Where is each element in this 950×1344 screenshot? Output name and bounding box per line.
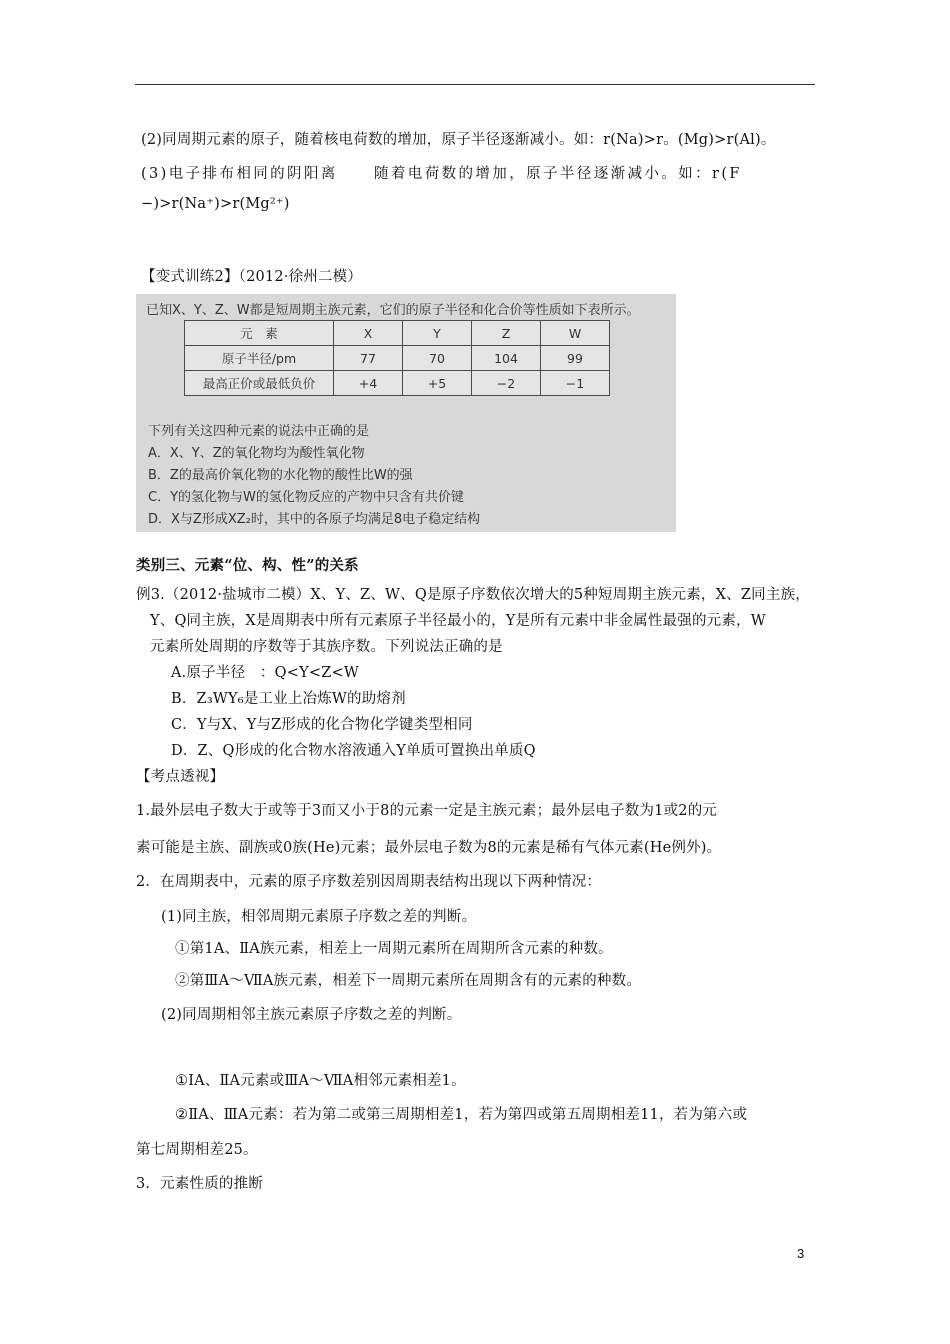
table-header-cell: X xyxy=(334,321,403,346)
text-line: 2．在周期表中，元素的原子序数差别因周期表结构出现以下两种情况： xyxy=(136,874,602,890)
scan-option: D．X与Z形成XZ₂时，其中的各原子均满足8电子稳定结构 xyxy=(148,512,481,527)
text-line: ①ⅠA、ⅡA元素或ⅢA～ⅦA相邻元素相差1。 xyxy=(175,1073,466,1089)
scan-question: 下列有关这四种元素的说法中正确的是 xyxy=(148,424,370,439)
text-line: 例3.（2012·盐城市二模）X、Y、Z、W、Q是原子序数依次增大的5种短周期主族元素，X、Z同主族， xyxy=(136,587,810,603)
text-line: (1)同主族，相邻周期元素原子序数之差的判断。 xyxy=(161,909,477,925)
scanned-question-image xyxy=(136,294,676,532)
table-header-cell: Y xyxy=(403,321,472,346)
scan-option: A．X、Y、Z的氧化物均为酸性氧化物 xyxy=(148,446,365,461)
text-line: (2)同周期元素的原子，随着核电荷数的增加，原子半径逐渐减小。如：r(Na)>r。(Mg)>r(Al)。 xyxy=(141,132,776,148)
table-cell: −2 xyxy=(472,371,541,396)
table-cell: 最高正价或最低负价 xyxy=(185,371,334,396)
text-line: ②第ⅢA～ⅦA族元素，相差下一周期元素所在周期含有的元素的种数。 xyxy=(175,973,642,989)
table-cell: 104 xyxy=(472,346,541,371)
scan-option: C．Y的氢化物与W的氢化物反应的产物中只含有共价键 xyxy=(148,490,464,505)
text-line: 1.最外层电子数大于或等于3而又小于8的元素一定是主族元素；最外层电子数为1或2的元 xyxy=(136,803,718,819)
text-line: 3．元素性质的推断 xyxy=(136,1176,264,1192)
option-d: D．Z、Q形成的化合物水溶液通入Y单质可置换出单质Q xyxy=(171,743,536,759)
table-cell: 70 xyxy=(403,346,472,371)
text-line: 元素所处周期的序数等于其族序数。下列说法正确的是 xyxy=(150,639,503,655)
table-cell: +5 xyxy=(403,371,472,396)
scan-intro: 已知X、Y、Z、W都是短周期主族元素，它们的原子半径和化合价等性质如下表所示。 xyxy=(146,303,640,318)
text-line: 随着电荷数的增加，原子半径逐渐减小。如：r(F xyxy=(374,166,742,182)
text-line: (2)同周期相邻主族元素原子序数之差的判断。 xyxy=(161,1007,462,1023)
section-heading: 【考点透视】 xyxy=(136,769,225,785)
table-cell: 99 xyxy=(541,346,610,371)
option-b: B．Z₃WY₆是工业上冶炼W的助熔剂 xyxy=(171,691,406,707)
table-cell: −1 xyxy=(541,371,610,396)
table-cell: 原子半径/pm xyxy=(185,346,334,371)
section-heading: 类别三、元素“位、构、性”的关系 xyxy=(136,557,359,574)
text-line: (3)电子排布相同的阴阳离 xyxy=(141,166,338,182)
text-line: 素可能是主族、副族或0族(He)元素；最外层电子数为8的元素是稀有气体元素(He例外)。 xyxy=(136,840,722,856)
variant-heading: 【变式训练2】（2012·徐州二模） xyxy=(141,269,363,285)
table-row xyxy=(185,371,610,396)
table-cell: 77 xyxy=(334,346,403,371)
text-line: ②ⅡA、ⅢA元素：若为第二或第三周期相差1，若为第四或第五周期相差11，若为第六或 xyxy=(175,1107,748,1123)
table-row xyxy=(185,346,610,371)
table-header-cell: 元 素 xyxy=(185,321,334,346)
table-header-cell: W xyxy=(541,321,610,346)
header-rule xyxy=(135,84,815,85)
text-line: 第七周期相差25。 xyxy=(136,1142,258,1158)
table-header-cell: Z xyxy=(472,321,541,346)
text-line: ①第1A、ⅡA族元素，相差上一周期元素所在周期所含元素的种数。 xyxy=(175,941,613,957)
table-cell: +4 xyxy=(334,371,403,396)
option-a: A.原子半径 ：Q<Y<Z<W xyxy=(171,665,359,681)
page-number: 3 xyxy=(797,1246,805,1261)
text-line: Y、Q同主族，X是周期表中所有元素原子半径最小的，Y是所有元素中非金属性最强的元素，W xyxy=(150,613,766,629)
text-line: −)>r(Na⁺)>r(Mg²⁺) xyxy=(141,196,290,212)
element-table xyxy=(184,320,610,396)
scan-option: B．Z的最高价氧化物的水化物的酸性比W的强 xyxy=(148,468,413,483)
option-c: C．Y与X、Y与Z形成的化合物化学键类型相同 xyxy=(171,717,473,733)
table-row xyxy=(185,321,610,346)
